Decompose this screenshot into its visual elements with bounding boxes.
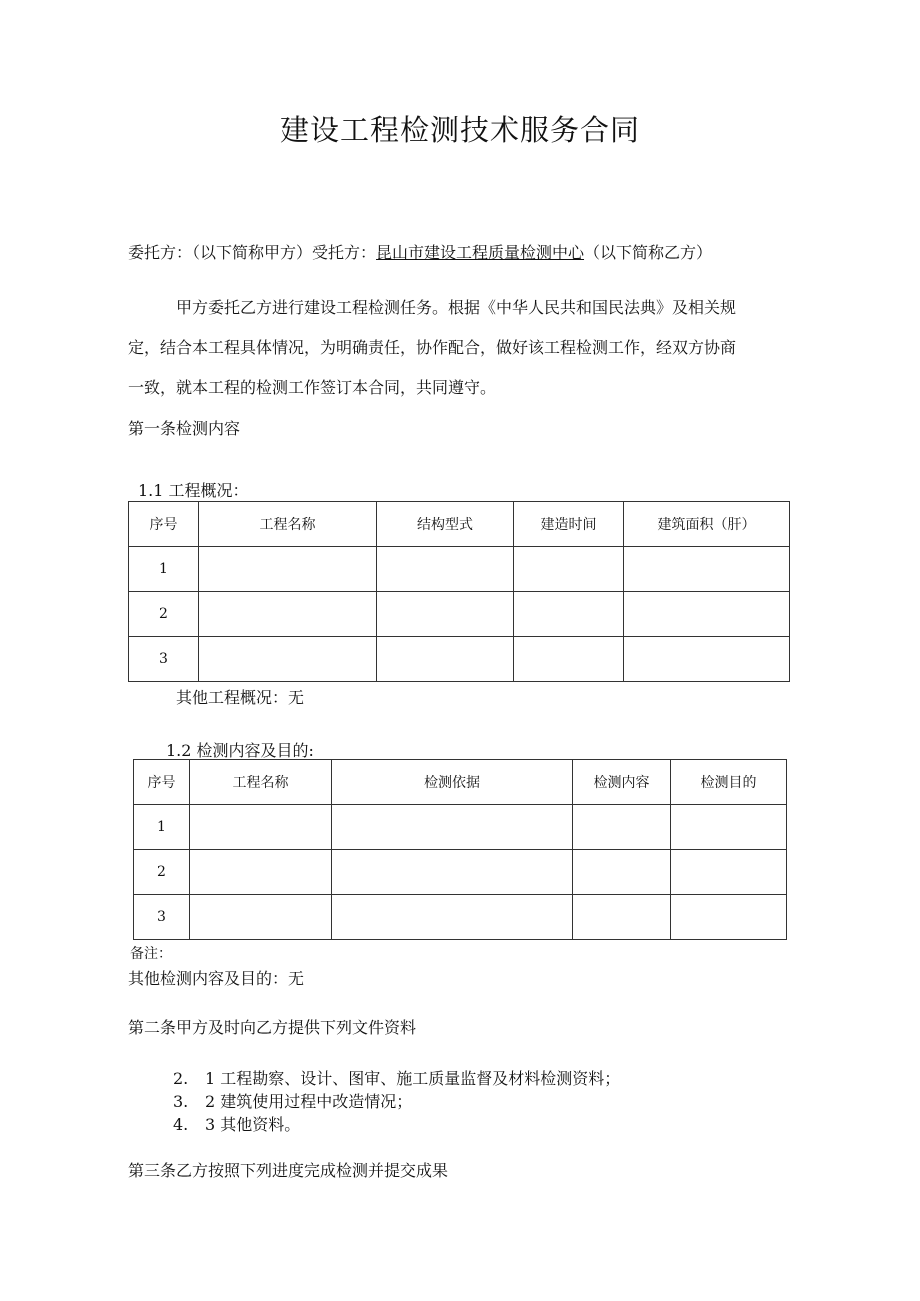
empty-cell [377, 547, 514, 592]
section-1-2-label: 1.2 检测内容及目的: [166, 741, 314, 760]
party-name: 昆山市建设工程质量检测中心 [376, 243, 585, 262]
empty-cell [573, 850, 671, 895]
party-suffix: （以下简称乙方） [584, 243, 713, 262]
empty-cell [624, 637, 790, 682]
remark-label: 备注： [130, 946, 172, 962]
article2-heading: 第二条甲方及时向乙方提供下列文件资料 [128, 1018, 417, 1037]
header-cell: 检测目的 [671, 760, 787, 805]
header-cell: 结构型式 [377, 502, 514, 547]
empty-cell [514, 637, 624, 682]
list-item-number: 3. [173, 1092, 189, 1111]
inspection-content-table [133, 759, 787, 940]
list-item-text: 3 其他资料。 [205, 1115, 301, 1134]
header-cell: 检测依据 [332, 760, 573, 805]
row-number: 3 [129, 637, 199, 682]
list-item-text: 1 工程勘察、设计、图审、施工质量监督及材料检测资料； [205, 1069, 621, 1088]
empty-cell [332, 895, 573, 940]
intro-line-3: 一致，就本工程的检测工作签订本合同，共同遵守。 [128, 378, 497, 397]
row-number: 2 [129, 592, 199, 637]
empty-cell [190, 895, 332, 940]
party-prefix: 委托方：（以下简称甲方）受托方： [128, 243, 377, 262]
table-row [134, 850, 787, 895]
empty-cell [199, 637, 377, 682]
intro-line-2: 定，结合本工程具体情况，为明确责任，协作配合，做好该工程检测工作，经双方协商 [128, 338, 737, 357]
empty-cell [377, 592, 514, 637]
empty-cell [190, 850, 332, 895]
table-row [134, 805, 787, 850]
table-row [129, 547, 790, 592]
empty-cell [332, 850, 573, 895]
list-item-number: 4. [173, 1115, 189, 1134]
project-overview-table [128, 501, 790, 682]
other-project-overview: 其他工程概况：无 [176, 688, 305, 707]
empty-cell [514, 547, 624, 592]
empty-cell [377, 637, 514, 682]
empty-cell [573, 895, 671, 940]
empty-cell [671, 895, 787, 940]
header-cell: 序号 [129, 502, 199, 547]
header-cell: 序号 [134, 760, 190, 805]
row-number: 1 [134, 805, 190, 850]
header-cell: 工程名称 [199, 502, 377, 547]
list-item [173, 1089, 412, 1112]
party-line [128, 240, 712, 263]
intro-line-1: 甲方委托乙方进行建设工程检测任务。根据《中华人民共和国民法典》及相关规 [176, 298, 737, 317]
row-number: 3 [134, 895, 190, 940]
intro-paragraph [128, 288, 788, 408]
header-cell: 建筑面积（肝） [624, 502, 790, 547]
table-header-row [134, 760, 787, 805]
document-title: 建设工程检测技术服务合同 [279, 113, 640, 147]
empty-cell [624, 547, 790, 592]
row-number: 2 [134, 850, 190, 895]
header-cell: 建造时间 [514, 502, 624, 547]
table-header-row [129, 502, 790, 547]
empty-cell [199, 592, 377, 637]
list-item-number: 2. [173, 1069, 189, 1088]
article3-heading: 第三条乙方按照下列进度完成检测并提交成果 [128, 1161, 449, 1180]
list-item-text: 2 建筑使用过程中改造情况； [205, 1092, 413, 1111]
section-1-1-label: 1.1 工程概况： [138, 481, 249, 500]
empty-cell [199, 547, 377, 592]
list-item [173, 1066, 620, 1089]
empty-cell [514, 592, 624, 637]
empty-cell [573, 805, 671, 850]
other-inspection-content: 其他检测内容及目的：无 [128, 969, 305, 988]
row-number: 1 [129, 547, 199, 592]
list-item [173, 1112, 300, 1135]
header-cell: 检测内容 [573, 760, 671, 805]
table-row [129, 592, 790, 637]
empty-cell [190, 805, 332, 850]
table-row [129, 637, 790, 682]
empty-cell [671, 850, 787, 895]
article1-heading: 第一条检测内容 [128, 419, 241, 438]
table-row [134, 895, 787, 940]
empty-cell [332, 805, 573, 850]
header-cell: 工程名称 [190, 760, 332, 805]
empty-cell [624, 592, 790, 637]
empty-cell [671, 805, 787, 850]
